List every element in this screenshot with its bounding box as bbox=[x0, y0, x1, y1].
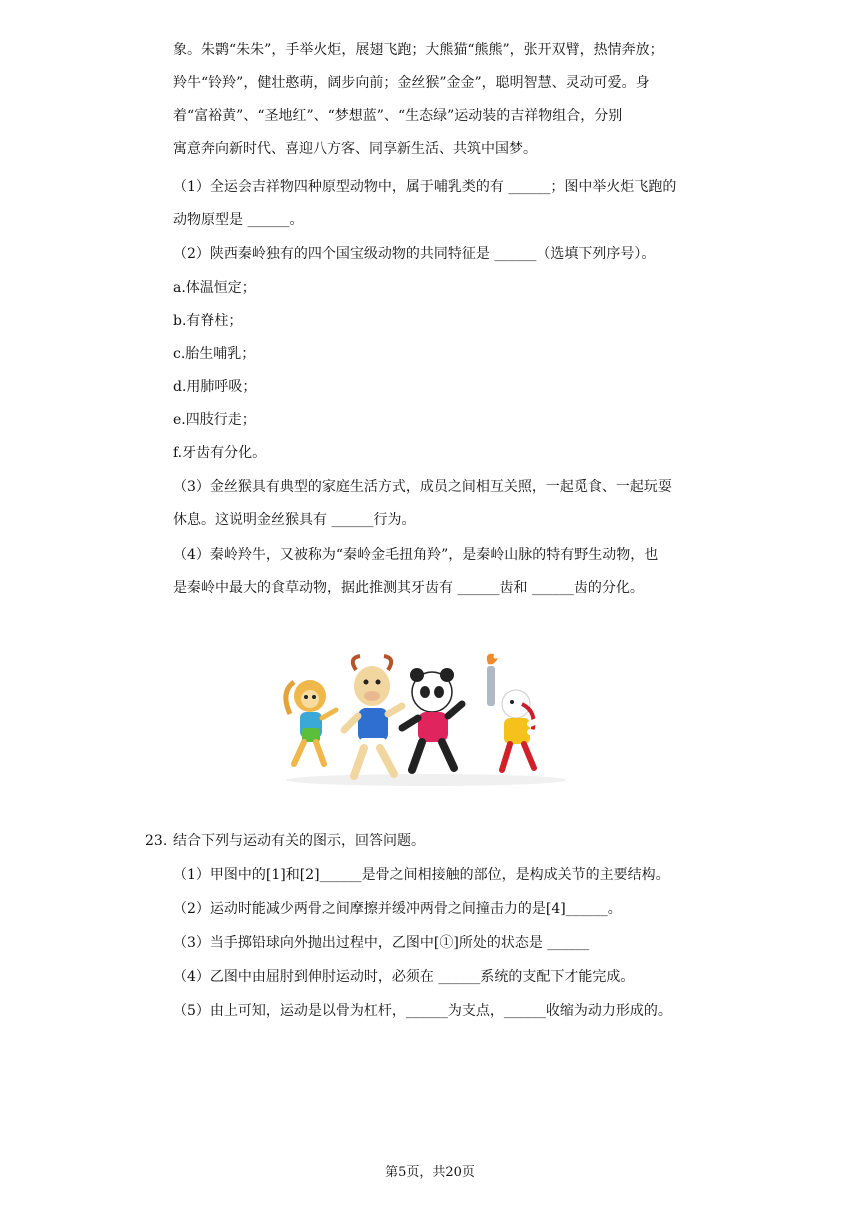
q23-item-4: （4）乙图中由屈肘到伸肘运动时，必须在 ______系统的支配下才能完成。 bbox=[173, 969, 635, 985]
intro-line-1: 象。朱鹮“朱朱”，手举火炬，展翅飞跑；大熊猫“熊熊”，张开双臂，热情奔放； bbox=[173, 42, 664, 58]
q22-part3-line-b: 休息。这说明金丝猴具有 ______行为。 bbox=[173, 512, 416, 528]
q23-item-2: （2）运动时能减少两骨之间摩擦并缓冲两骨之间撞击力的是[4]______。 bbox=[173, 901, 622, 917]
q22-option-d: d.用肺呼吸； bbox=[173, 379, 257, 395]
q22-part4-line-a: （4）秦岭羚牛，又被称为“秦岭金毛扭角羚”，是秦岭山脉的特有野生动物，也 bbox=[173, 547, 659, 563]
question-23-number: 23. bbox=[145, 833, 168, 849]
q22-option-e: e.四肢行走； bbox=[173, 412, 256, 428]
q23-item-1: （1）甲图中的[1]和[2]______是骨之间相接触的部位，是构成关节的主要结构。 bbox=[173, 867, 670, 883]
q23-item-3: （3）当手掷铅球向外抛出过程中，乙图中[①]所处的状态是 ______ bbox=[173, 935, 590, 951]
q23-item-5: （5）由上可知，运动是以骨为杠杆，______为支点，______收缩为动力形成的。 bbox=[173, 1003, 672, 1019]
intro-line-2: 羚牛“铃羚”，健壮憨萌，阔步向前；金丝猴”金金”，聪明智慧、灵动可爱。身 bbox=[173, 75, 650, 91]
q22-part2: （2）陕西秦岭独有的四个国宝级动物的共同特征是 ______（选填下列序号）。 bbox=[173, 246, 656, 262]
q22-option-b: b.有脊柱； bbox=[173, 313, 243, 329]
q22-part3-line-a: （3）金丝猴具有典型的家庭生活方式，成员之间相互关照，一起觅食、一起玩耍 bbox=[173, 479, 672, 495]
q22-option-c: c.胎生哺乳； bbox=[173, 346, 256, 362]
q22-option-a: a.体温恒定； bbox=[173, 280, 256, 296]
q22-part1-line-b: 动物原型是 ______。 bbox=[173, 212, 304, 228]
page-footer: 第5页，共20页 bbox=[385, 1165, 475, 1180]
intro-line-4: 寓意奔向新时代、喜迎八方客、同享新生活、共筑中国梦。 bbox=[173, 141, 537, 157]
q22-option-f: f.牙齿有分化。 bbox=[173, 445, 267, 461]
q22-part4-line-b: 是秦岭中最大的食草动物，据此推测其牙齿有 ______齿和 ______齿的分化。 bbox=[173, 580, 644, 596]
q22-part1-line-a: （1）全运会吉祥物四种原型动物中，属于哺乳类的有 ______；图中举火炬飞跑的 bbox=[173, 179, 677, 195]
intro-line-3: 着“富裕黄”、“圣地红”、“梦想蓝”、“生态绿”运动装的吉祥物组合，分别 bbox=[173, 108, 623, 124]
mascot-illustration bbox=[276, 652, 576, 788]
question-23-stem: 结合下列与运动有关的图示，回答问题。 bbox=[173, 833, 425, 849]
